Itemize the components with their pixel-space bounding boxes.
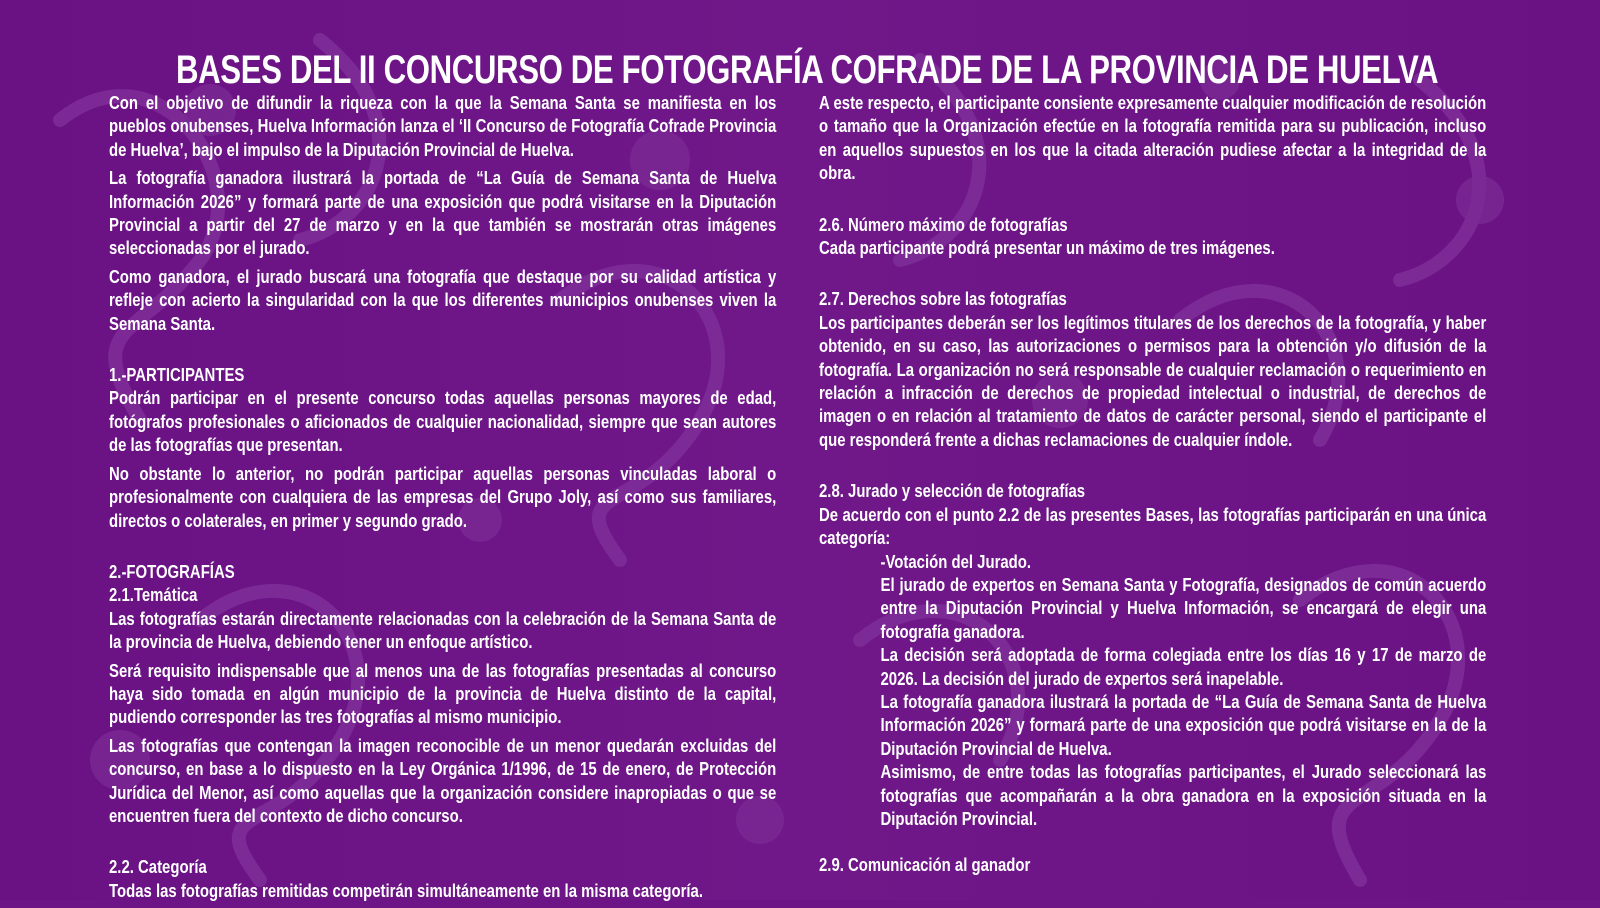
left-column: [109, 92, 776, 908]
section-paragraph: Cada participante podrá presentar un máximo de tres imágenes.: [819, 238, 1275, 259]
jurado-voting-heading: -Votación del Jurado.: [880, 551, 1032, 572]
section-heading-participantes: 1.-PARTICIPANTES: [109, 365, 245, 386]
section-heading-fotografias: 2.-FOTOGRAFÍAS: [109, 561, 235, 582]
section-paragraph: Las fotografías estarán directamente relacionadas con la celebración de la Semana Santa de la provincia de Huelva, debiendo tener un enfoque artístico.: [109, 608, 777, 653]
subsection-heading-derechos: 2.7. Derechos sobre las fotografías: [819, 289, 1067, 310]
subsection-heading-tematica: 2.1.Temática: [109, 585, 198, 606]
section-paragraph: A este respecto, el participante consiente expresamente cualquier modificación de resolución o tamaño que la Organización efectúe en la fotografía remitida para su publicación, incluso en aquellos supuestos en los que la citada alteración pudiese afectar a la integridad de la obra.: [819, 93, 1487, 184]
section-paragraph: La fotografía ganadora ilustrará la portada de “La Guía de Semana Santa de Huelva Información 2026” y formará parte de una exposición que podrá visitarse en la de la Diputación Provincial de Huelva.: [880, 691, 1487, 759]
right-column: [819, 92, 1486, 878]
section-paragraph: La decisión será adoptada de forma colegiada entre los días 16 y 17 de marzo de 2026. La decisión del jurado de expertos será inapelable.: [880, 645, 1487, 689]
section-paragraph: Los participantes deberán ser los legítimos titulares de los derechos de la fotografía, y haber obtenido, en su caso, las autorizaciones o permisos para la obtención y/o difusión de la fotografía. La organización no será responsable de cualquier reclamación o requerimiento en relación a infracción de derechos de propiedad intelectual o industrial, de derechos de imagen o en relación al tratamiento de datos de carácter personal, siendo el participante el que responderá frente a dichas reclamaciones de cualquier índole.: [819, 312, 1487, 450]
page-title: BASES DEL II CONCURSO DE FOTOGRAFÍA COFRADE DE LA PROVINCIA DE HUELVA: [176, 47, 1439, 92]
section-paragraph: Todas las fotografías remitidas competirán simultáneamente en la misma categoría.: [109, 880, 703, 901]
jurado-voting-block: [819, 551, 1486, 832]
section-paragraph: No obstante lo anterior, no podrán participar aquellas personas vinculadas laboral o profesionalmente con cualquiera de las empresas del Grupo Joly, así como sus familiares, directos o colaterales, en primer y segundo grado.: [109, 463, 777, 531]
section-paragraph: Podrán participar en el presente concurso todas aquellas personas mayores de edad, fotógrafos profesionales o aficionados de cualquier nacionalidad, siempre que sean autores de las fotografías que presentan.: [109, 388, 777, 456]
section-paragraph: Las fotografías que contengan la imagen reconocible de un menor quedarán excluidas del concurso, en base a lo dispuesto en la Ley Orgánica 1/1996, de 15 de enero, de Protección Jurídica del Menor, así como aquellas que la organización considere inapropiadas o que se encuentren fuera del contexto de dicho concurso.: [109, 735, 777, 826]
subsection-heading-categoria: 2.2. Categoría: [109, 857, 207, 878]
section-paragraph: De acuerdo con el punto 2.2 de las presentes Bases, las fotografías participarán en una única categoría:: [819, 504, 1487, 549]
section-paragraph: Asimismo, de entre todas las fotografías participantes, el Jurado seleccionará las fotografías que acompañarán a la obra ganadora en la exposición situada en la Diputación Provincial.: [880, 762, 1487, 829]
section-paragraph: Será requisito indispensable que al menos una de las fotografías presentadas al concurso haya sido tomada en algún municipio de la provincia de Huelva distinto de la capital, pudiendo corresponder las tres fotografías al mismo municipio.: [109, 660, 777, 728]
subsection-heading-comunicacion: 2.9. Comunicación al ganador: [819, 855, 1031, 876]
section-paragraph: El jurado de expertos en Semana Santa y Fotografía, designados de común acuerdo entre la Diputación Provincial y Huelva Información, se encargará de elegir una fotografía ganadora.: [880, 574, 1487, 642]
intro-paragraph: La fotografía ganadora ilustrará la portada de “La Guía de Semana Santa de Huelva Información 2026” y formará parte de una exposición que podrá visitarse en la Diputación Provincial a partir del 27 de marzo y en la que también se mostrarán otras imágenes seleccionadas por el jurado.: [109, 168, 777, 259]
intro-paragraph: Con el objetivo de difundir la riqueza con la que la Semana Santa se manifiesta en los pueblos onubenses, Huelva Información lanza el ‘II Concurso de Fotografía Cofrade Provincia de Huelva’, bajo el impulso de la Diputación Provincial de Huelva.: [109, 93, 777, 160]
subsection-heading-jurado: 2.8. Jurado y selección de fotografías: [819, 481, 1086, 502]
intro-paragraph: Como ganadora, el jurado buscará una fotografía que destaque por su calidad artística y refleje con acierto la singularidad con la que los diferentes municipios onubenses viven la Semana Santa.: [109, 266, 777, 334]
subsection-heading-numero-maximo: 2.6. Número máximo de fotografías: [819, 214, 1068, 235]
